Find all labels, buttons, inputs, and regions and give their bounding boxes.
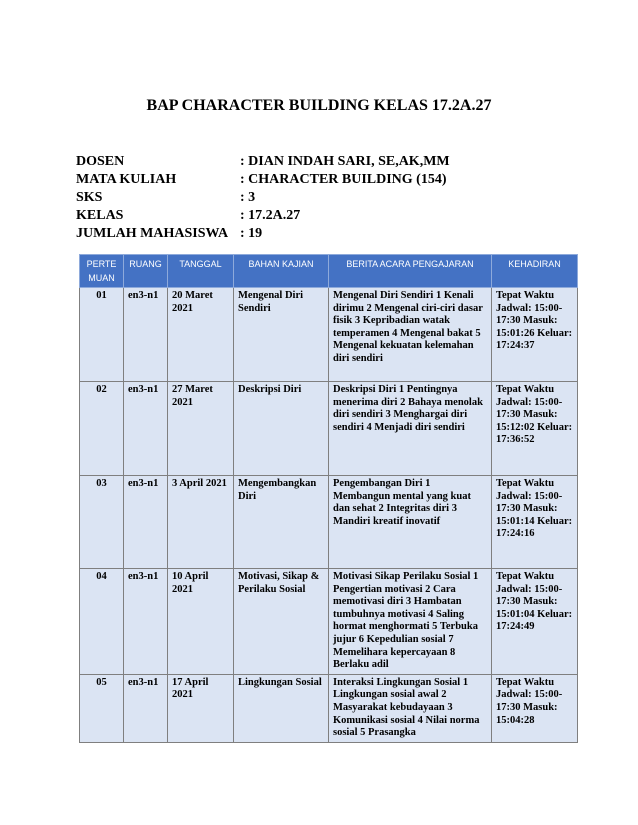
table-header-row — [80, 255, 578, 288]
header-ruang: RUANG — [124, 255, 168, 288]
cell-ruang: en3-n1 — [124, 382, 168, 476]
cell-berita-acara: Interaksi Lingkungan Sosial 1 Lingkungan sosial awal 2 Masyarakat kebudayaan 3 Komunikasi sosial 4 Nilai norma sosial 5 Prasangka — [329, 674, 492, 742]
cell-berita-acara: Pengembangan Diri 1 Membangun mental yang kuat dan sehat 2 Integritas diri 3 Mandiri kreatif inovatif — [329, 476, 492, 569]
table-row — [80, 288, 578, 382]
info-value: : DIAN INDAH SARI, SE,AK,MM — [240, 154, 450, 169]
header-pertemuan: PERTE MUAN — [80, 255, 124, 288]
table-row — [80, 476, 578, 569]
cell-ruang: en3-n1 — [124, 476, 168, 569]
header-kehadiran: KEHADIRAN — [492, 255, 578, 288]
table-row — [80, 569, 578, 675]
cell-kehadiran: Tepat Waktu Jadwal: 15:00-17:30 Masuk: 15:01:26 Keluar: 17:24:37 — [492, 288, 578, 382]
info-row-kelas — [76, 207, 450, 225]
cell-bahan-kajian: Lingkungan Sosial — [234, 674, 329, 742]
header-berita-acara: BERITA ACARA PENGAJARAN — [329, 255, 492, 288]
cell-pertemuan: 01 — [80, 288, 124, 382]
cell-tanggal: 3 April 2021 — [168, 476, 234, 569]
header-bahan-kajian: BAHAN KAJIAN — [234, 255, 329, 288]
cell-pertemuan: 04 — [80, 569, 124, 675]
cell-ruang: en3-n1 — [124, 674, 168, 742]
cell-kehadiran: Tepat Waktu Jadwal: 15:00-17:30 Masuk: 15:12:02 Keluar: 17:36:52 — [492, 382, 578, 476]
info-value: : 17.2A.27 — [240, 208, 301, 223]
course-info — [76, 153, 450, 243]
table-row — [80, 382, 578, 476]
attendance-table — [79, 254, 578, 743]
info-value: : 3 — [240, 190, 256, 205]
info-value: : CHARACTER BUILDING (154) — [240, 172, 447, 187]
info-label: KELAS — [76, 208, 124, 223]
cell-berita-acara: Motivasi Sikap Perilaku Sosial 1 Pengertian motivasi 2 Cara memotivasi diri 3 Hambatan tumbuhnya motivasi 4 Saling hormat menghormati 5 Terbuka jujur 6 Kepedulian sosial 7 Memelihara kepercayaan 8 Berlaku adil — [329, 569, 492, 675]
info-label: SKS — [76, 190, 103, 205]
cell-tanggal: 20 Maret 2021 — [168, 288, 234, 382]
cell-bahan-kajian: Motivasi, Sikap & Perilaku Sosial — [234, 569, 329, 675]
cell-kehadiran: Tepat Waktu Jadwal: 15:00-17:30 Masuk: 15:04:28 — [492, 674, 578, 742]
cell-ruang: en3-n1 — [124, 288, 168, 382]
cell-berita-acara: Mengenal Diri Sendiri 1 Kenali dirimu 2 Mengenal ciri-ciri dasar fisik 3 Kepribadian watak temperamen 4 Mengenal bakat 5 Mengenal kekuatan kelemahan diri sendiri — [329, 288, 492, 382]
info-row-sks — [76, 189, 450, 207]
cell-kehadiran: Tepat Waktu Jadwal: 15:00-17:30 Masuk: 15:01:14 Keluar: 17:24:16 — [492, 476, 578, 569]
header-tanggal: TANGGAL — [168, 255, 234, 288]
info-label: MATA KULIAH — [76, 172, 177, 187]
info-value: : 19 — [240, 226, 263, 241]
info-row-mata-kuliah — [76, 171, 450, 189]
info-row-dosen — [76, 153, 450, 171]
cell-pertemuan: 02 — [80, 382, 124, 476]
cell-bahan-kajian: Mengembangkan Diri — [234, 476, 329, 569]
cell-kehadiran: Tepat Waktu Jadwal: 15:00-17:30 Masuk: 15:01:04 Keluar: 17:24:49 — [492, 569, 578, 675]
cell-tanggal: 27 Maret 2021 — [168, 382, 234, 476]
table-row — [80, 674, 578, 742]
info-label: DOSEN — [76, 154, 125, 169]
cell-tanggal: 10 April 2021 — [168, 569, 234, 675]
cell-bahan-kajian: Deskripsi Diri — [234, 382, 329, 476]
cell-pertemuan: 05 — [80, 674, 124, 742]
cell-pertemuan: 03 — [80, 476, 124, 569]
cell-berita-acara: Deskripsi Diri 1 Pentingnya menerima diri 2 Bahaya menolak diri sendiri 3 Menghargai diri sendiri 4 Menjadi diri sendiri — [329, 382, 492, 476]
document-title: BAP CHARACTER BUILDING KELAS 17.2A.27 — [146, 97, 492, 114]
cell-bahan-kajian: Mengenal Diri Sendiri — [234, 288, 329, 382]
info-label: JUMLAH MAHASISWA — [76, 226, 229, 241]
info-row-jumlah-mahasiswa — [76, 225, 450, 243]
cell-tanggal: 17 April 2021 — [168, 674, 234, 742]
cell-ruang: en3-n1 — [124, 569, 168, 675]
